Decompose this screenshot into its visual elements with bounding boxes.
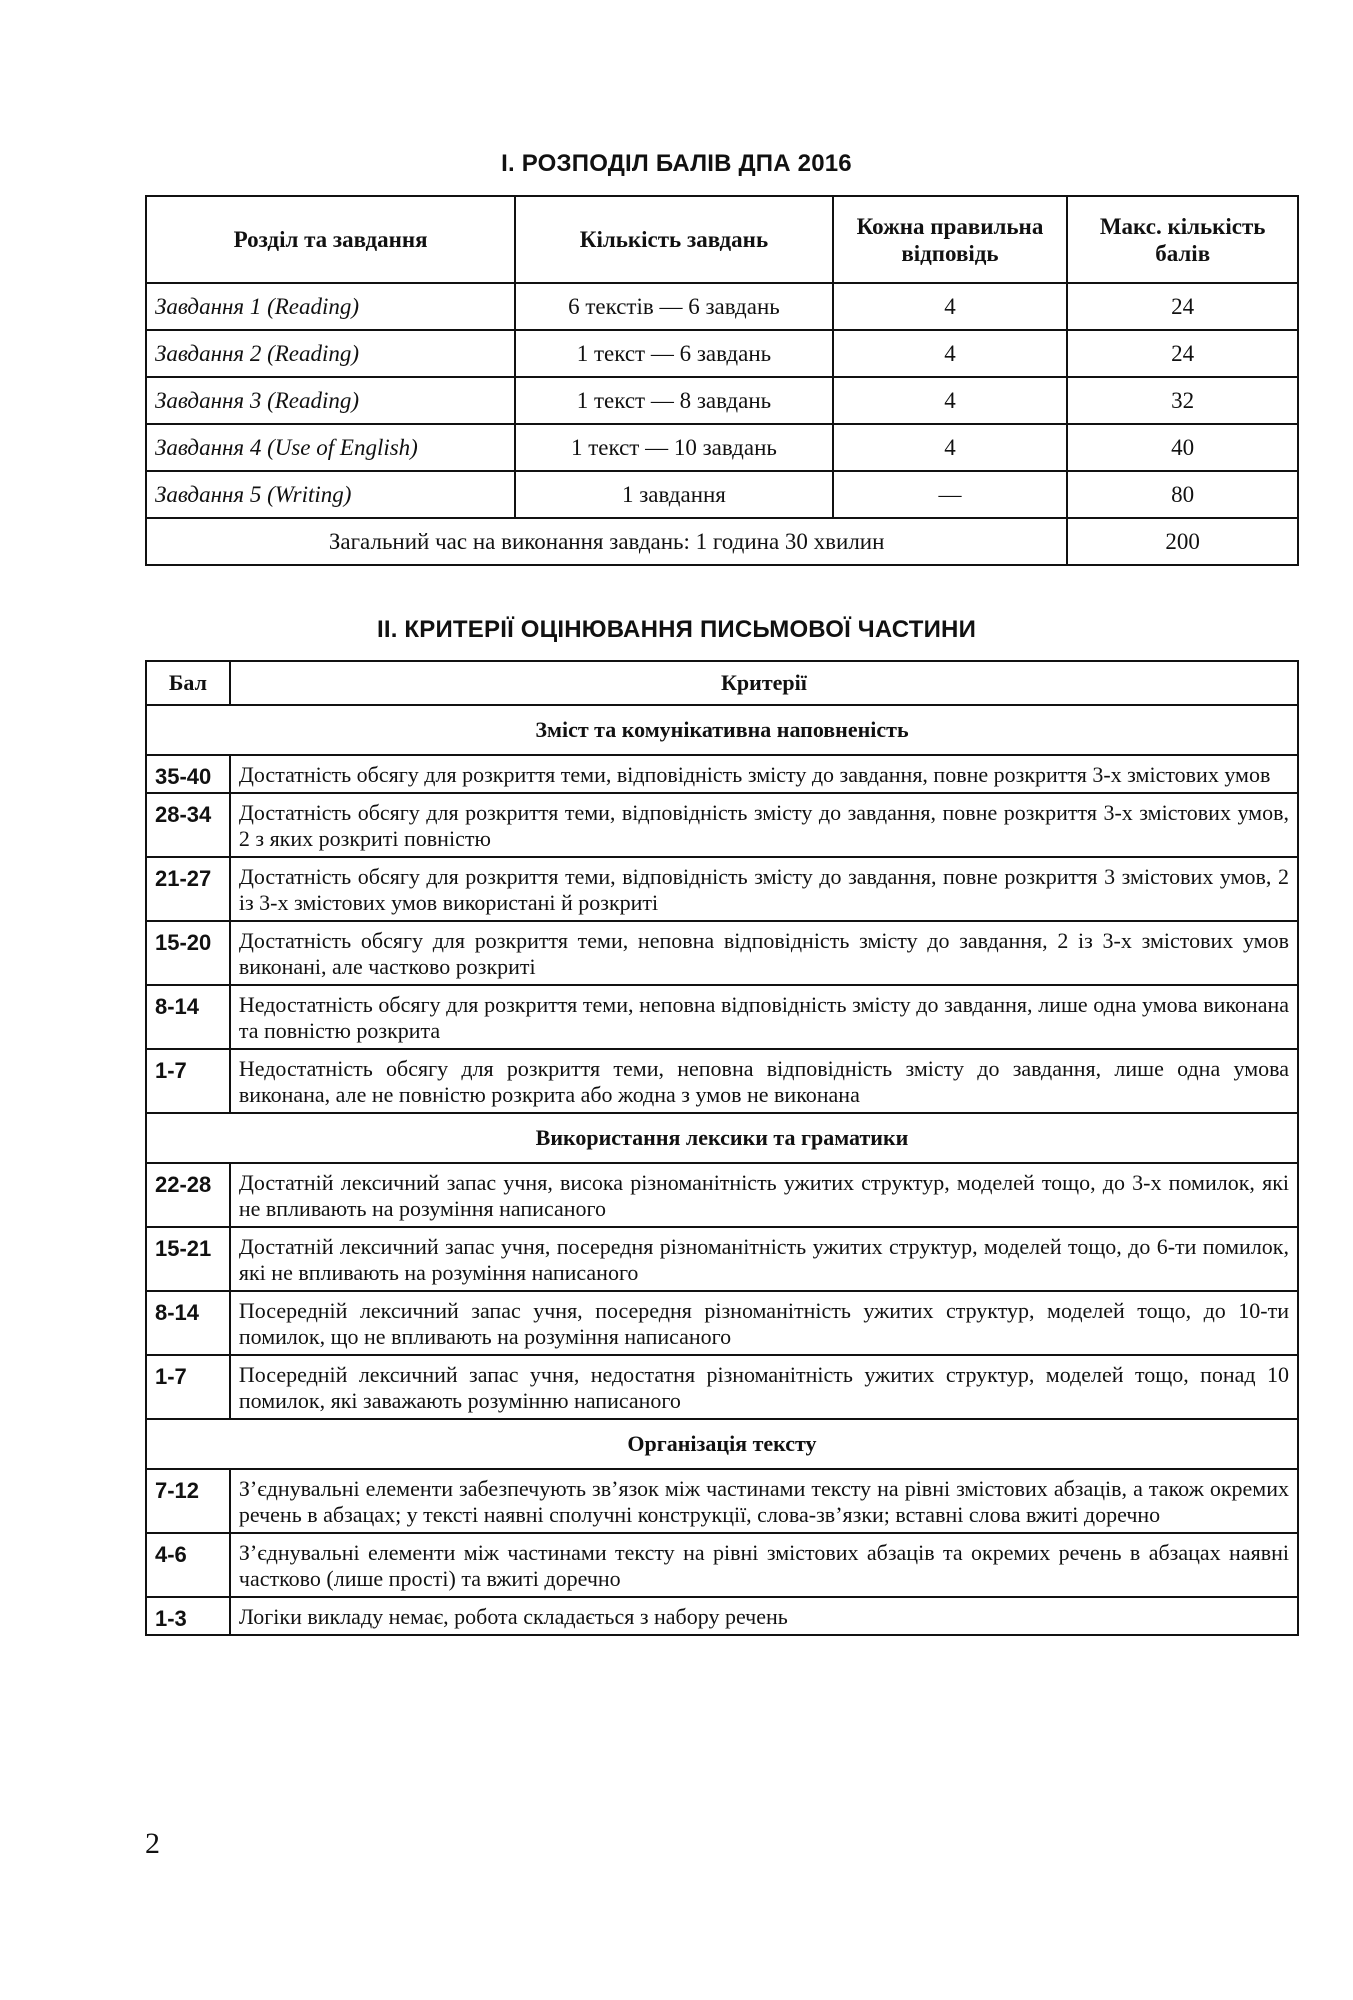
score-range: 8-14 — [146, 1291, 230, 1355]
max-points: 40 — [1067, 424, 1298, 471]
score-range: 1-7 — [146, 1355, 230, 1419]
points-per-answer: 4 — [833, 424, 1068, 471]
task-name: Завдання 2 (Reading) — [146, 330, 515, 377]
criterion-text: Достатність обсягу для розкриття теми, відповідність змісту до завдання, повне розкриття 3-х змістових умов — [230, 755, 1298, 793]
score-range: 28-34 — [146, 793, 230, 857]
table-row — [146, 471, 1298, 518]
criterion-text: Посередній лексичний запас учня, недостатня різноманітність ужитих структур, моделей тощо, понад 10 помилок, які заважають розумінню написаного — [230, 1355, 1298, 1419]
criteria-group-row — [146, 1113, 1298, 1163]
criteria-group-row — [146, 1419, 1298, 1469]
total-row — [146, 518, 1298, 565]
points-per-answer: 4 — [833, 283, 1068, 330]
task-count: 1 завдання — [515, 471, 832, 518]
table-row — [146, 330, 1298, 377]
points-per-answer: 4 — [833, 377, 1068, 424]
criterion-text: Достатній лексичний запас учня, посередня різноманітність ужитих структур, моделей тощо, до 6-ти помилок, які не впливають на розуміння написаного — [230, 1227, 1298, 1291]
table-row — [146, 1597, 1298, 1635]
task-count: 1 текст — 8 завдань — [515, 377, 832, 424]
criterion-text: Достатність обсягу для розкриття теми, неповна відповідність змісту до завдання, 2 із 3-х змістових умов виконані, але частково розкриті — [230, 921, 1298, 985]
points-per-answer: 4 — [833, 330, 1068, 377]
table-row — [146, 1163, 1298, 1227]
column-header: Критерії — [230, 661, 1298, 705]
criterion-text: З’єднувальні елементи між частинами тексту на рівні змістових абзаців та окремих речень в абзацах наявні частково (лише прості) та вжиті доречно — [230, 1533, 1298, 1597]
table-row — [146, 1533, 1298, 1597]
criterion-text: Недостатність обсягу для розкриття теми, неповна відповідність змісту до завдання, лише одна умова виконана та повністю розкрита — [230, 985, 1298, 1049]
max-points: 24 — [1067, 330, 1298, 377]
writing-criteria-table — [145, 660, 1299, 1636]
score-range: 4-6 — [146, 1533, 230, 1597]
task-name: Завдання 1 (Reading) — [146, 283, 515, 330]
table-header-row — [146, 661, 1298, 705]
score-range: 7-12 — [146, 1469, 230, 1533]
criteria-group-title: Організація тексту — [146, 1419, 1298, 1469]
criteria-group-title: Зміст та комунікативна наповненість — [146, 705, 1298, 755]
section2-title: ІІ. КРИТЕРІЇ ОЦІНЮВАННЯ ПИСЬМОВОЇ ЧАСТИНИ — [376, 616, 977, 643]
score-range: 15-20 — [146, 921, 230, 985]
criteria-group-row — [146, 705, 1298, 755]
criterion-text: Достатність обсягу для розкриття теми, відповідність змісту до завдання, повне розкриття 3 змістових умов, 2 із 3-х змістових умов використані й розкриті — [230, 857, 1298, 921]
task-count: 6 текстів — 6 завдань — [515, 283, 832, 330]
score-distribution-table — [145, 195, 1299, 566]
table-row — [146, 1227, 1298, 1291]
table-header-row — [146, 196, 1298, 283]
score-range: 35-40 — [146, 755, 230, 793]
page-number: 2 — [145, 1827, 160, 1860]
table-row — [146, 755, 1298, 793]
table-row — [146, 424, 1298, 471]
score-range: 22-28 — [146, 1163, 230, 1227]
table-row — [146, 857, 1298, 921]
max-points: 24 — [1067, 283, 1298, 330]
column-header: Макс. кількість балів — [1067, 196, 1298, 283]
table-row — [146, 1291, 1298, 1355]
max-points: 32 — [1067, 377, 1298, 424]
column-header: Бал — [146, 661, 230, 705]
section1-title: І. РОЗПОДІЛ БАЛІВ ДПА 2016 — [501, 150, 852, 177]
table-row — [146, 1355, 1298, 1419]
score-range: 21-27 — [146, 857, 230, 921]
max-points: 80 — [1067, 471, 1298, 518]
criterion-text: Достатній лексичний запас учня, висока різноманітність ужитих структур, моделей тощо, до 3-х помилок, які не впливають на розуміння написаного — [230, 1163, 1298, 1227]
total-time-label: Загальний час на виконання завдань: 1 година 30 хвилин — [146, 518, 1067, 565]
score-range: 1-7 — [146, 1049, 230, 1113]
score-range: 8-14 — [146, 985, 230, 1049]
column-header: Кожна правильна відповідь — [833, 196, 1068, 283]
task-name: Завдання 3 (Reading) — [146, 377, 515, 424]
table-row — [146, 985, 1298, 1049]
points-per-answer: — — [833, 471, 1068, 518]
score-range: 1-3 — [146, 1597, 230, 1635]
score-range: 15-21 — [146, 1227, 230, 1291]
column-header: Розділ та завдання — [146, 196, 515, 283]
criteria-group-title: Використання лексики та граматики — [146, 1113, 1298, 1163]
total-points: 200 — [1067, 518, 1298, 565]
table-row — [146, 793, 1298, 857]
table-row — [146, 1469, 1298, 1533]
column-header: Кількість завдань — [515, 196, 832, 283]
task-count: 1 текст — 6 завдань — [515, 330, 832, 377]
task-name: Завдання 5 (Writing) — [146, 471, 515, 518]
task-name: Завдання 4 (Use of English) — [146, 424, 515, 471]
table-row — [146, 921, 1298, 985]
criterion-text: З’єднувальні елементи забезпечують зв’язок між частинами тексту на рівні змістових абзаців, а також окремих речень в абзацах; у тексті наявні сполучні конструкції, слова-зв’язки; вставні слова вжиті доречно — [230, 1469, 1298, 1533]
criterion-text: Посередній лексичний запас учня, посередня різноманітність ужитих структур, моделей тощо, до 10-ти помилок, що не впливають на розуміння написаного — [230, 1291, 1298, 1355]
table-row — [146, 377, 1298, 424]
table-row — [146, 283, 1298, 330]
criterion-text: Логіки викладу немає, робота складається з набору речень — [230, 1597, 1298, 1635]
table-row — [146, 1049, 1298, 1113]
criterion-text: Недостатність обсягу для розкриття теми, неповна відповідність змісту до завдання, лише одна умова виконана, але не повністю розкрита або жодна з умов не виконана — [230, 1049, 1298, 1113]
task-count: 1 текст — 10 завдань — [515, 424, 832, 471]
criterion-text: Достатність обсягу для розкриття теми, відповідність змісту до завдання, повне розкриття 3-х змістових умов, 2 з яких розкриті повністю — [230, 793, 1298, 857]
